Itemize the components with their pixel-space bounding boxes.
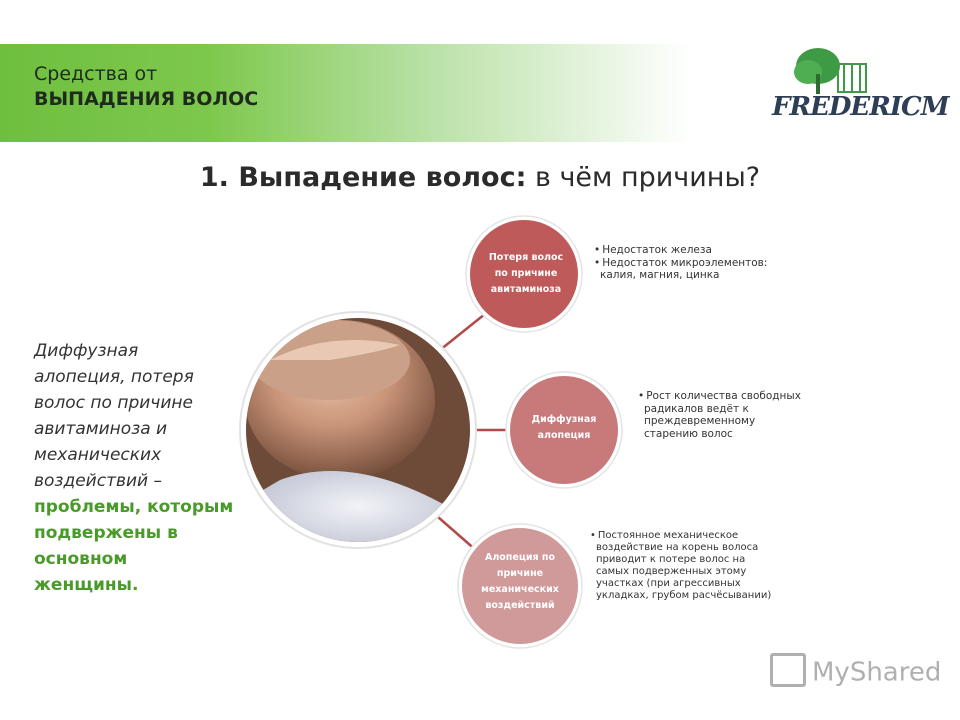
bullet-item: • Недостаток микроэлементов: калия, магния, цинка [592,257,772,282]
logo-text: FREDERICM [772,92,949,122]
bullets-mechanical [588,530,778,602]
title-prefix: 1. Выпадение волос: [199,162,527,193]
bullets-diffuse [636,390,804,440]
bullets-avitaminosis [592,244,772,282]
bullet-item: • Постоянное механическое воздействие на корень волоса приводит к потере волос на самых подверженных этому участках (при агрессивных укладках, грубом расчёсывании) [588,530,778,602]
bullet-item: • Рост количества свободных радикалов ведёт к преждевременному старению волос [636,390,804,440]
node-label-mechanical: Алопеция по причине механических воздействий [481,552,559,611]
woman-photo [240,312,476,560]
watermark [770,656,941,690]
header-line2: ВЫПАДЕНИЯ ВОЛОС [34,88,259,110]
bullet-item: • Недостаток железа [592,244,772,257]
left-text-plain: Диффузная алопеция, потеря волос по причине авитаминоза и механических воздействий – [34,341,194,491]
left-text-highlight: проблемы, которым подвержены в основном женщины. [34,497,234,595]
title-suffix: в чём причины? [526,162,761,193]
header-line1: Средства от [34,63,158,85]
node-label-diffuse: Диффузная алопеция [531,414,597,441]
watermark-text: MyShared [812,657,942,688]
node-label-avitaminosis: Потеря волос по причине авитаминоза [488,252,564,295]
presentation-icon [770,653,806,687]
